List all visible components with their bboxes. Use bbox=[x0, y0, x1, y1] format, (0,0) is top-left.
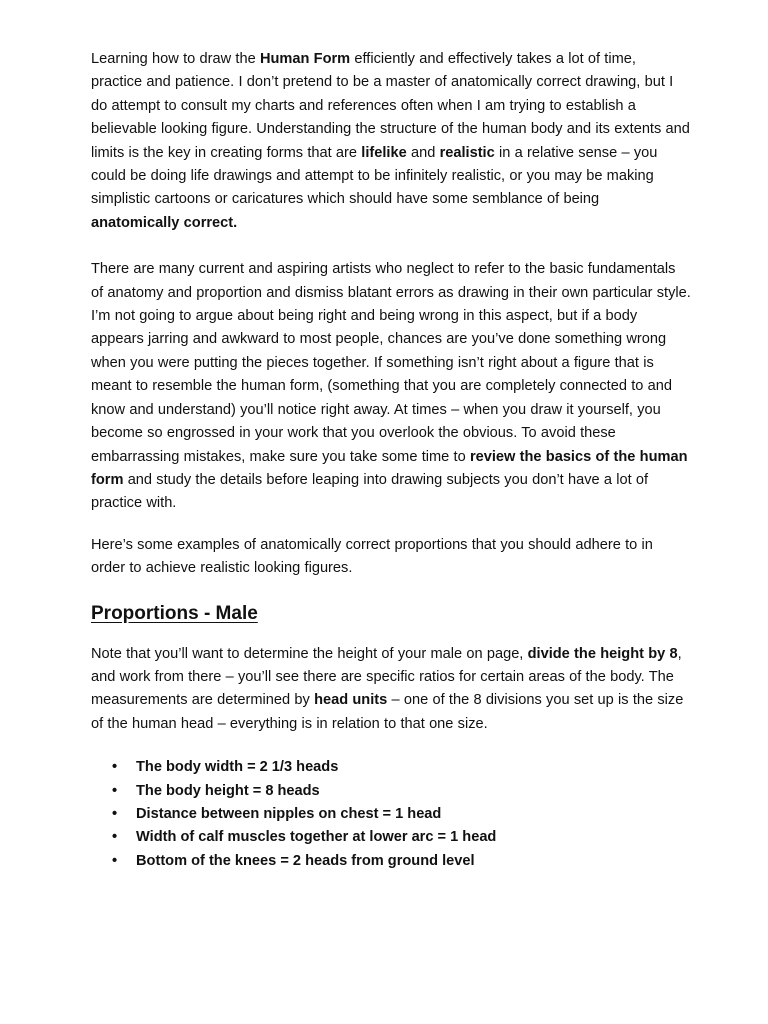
list-item: • Width of calf muscles together at lower arc = 1 head bbox=[91, 826, 691, 849]
bold-human-form: Human Form bbox=[259, 51, 351, 67]
section-heading-proportions-male: Proportions - Male bbox=[91, 602, 258, 624]
examples-paragraph: Here’s some examples of anatomically correct proportions that you should adhere to in order to achieve realistic looking figures. bbox=[91, 536, 653, 577]
intro-paragraph: Learning how to draw the Human Form efficiently and effectively takes a lot of time, practice and patience. I don’t pretend to be a master of anatomically correct drawing, but I do attempt to consult my charts and references often when I am trying to establish a believable looking figure. Understanding the structure of the human body and its extents and limits is the key in creating forms that are lifelike and realistic in a relative sense – you could be doing life drawings and attempt to be infinitely realistic, or you may be making simplistic cartoons or caricatures which should have some semblance of being anatomically correct. bbox=[91, 51, 690, 231]
bold-head-units: head units bbox=[314, 692, 388, 709]
list-item: • The body height = 8 heads bbox=[91, 780, 691, 803]
bullet-icon: • bbox=[112, 829, 118, 846]
note-paragraph: Note that you’ll want to determine the height of your male on page, divide the height by 8, and work from there – you’ll see there are specific ratios for certain areas of the body. The measurements are determined by head units – one of the 8 divisions you set up is the size of the human head – everything is in relation to that one size. bbox=[91, 645, 684, 732]
bullet-icon: • bbox=[112, 805, 118, 822]
bold-anatomically-correct: anatomically correct. bbox=[91, 214, 238, 231]
artists-paragraph: There are many current and aspiring artists who neglect to refer to the basic fundamentals of anatomy and proportion and dismiss blatant errors as drawing in their own particular style. I’m not going to argue about being right and being wrong in this aspect, but if a body appears jarring and awkward to most people, chances are you’ve done something wrong when you were putting the pieces together. If something isn’t right about a figure that is meant to resemble the human form, (something that you are completely connected to and know and understand) you’ll notice right away. At times – when you draw it yourself, you become so engrossed in your work that you overlook the obvious. To avoid these embarrassing mistakes, make sure you take some time to review the basics of the human form and study the details before leaping into drawing subjects you don’t have a lot of practice with. bbox=[91, 261, 691, 512]
proportions-list bbox=[91, 756, 691, 873]
bold-review-basics: review the basics of the human form bbox=[91, 448, 688, 488]
document-page bbox=[91, 48, 691, 873]
bold-lifelike: lifelike bbox=[361, 144, 407, 161]
list-item: • Distance between nipples on chest = 1 head bbox=[91, 803, 691, 826]
bold-realistic: realistic bbox=[439, 144, 495, 161]
bold-divide-height: divide the height by 8 bbox=[527, 645, 678, 662]
bullet-icon: • bbox=[112, 759, 118, 776]
bullet-icon: • bbox=[112, 852, 118, 869]
list-item: • The body width = 2 1/3 heads bbox=[91, 756, 691, 779]
bullet-icon: • bbox=[112, 782, 118, 799]
list-item: • Bottom of the knees = 2 heads from ground level bbox=[91, 850, 691, 873]
